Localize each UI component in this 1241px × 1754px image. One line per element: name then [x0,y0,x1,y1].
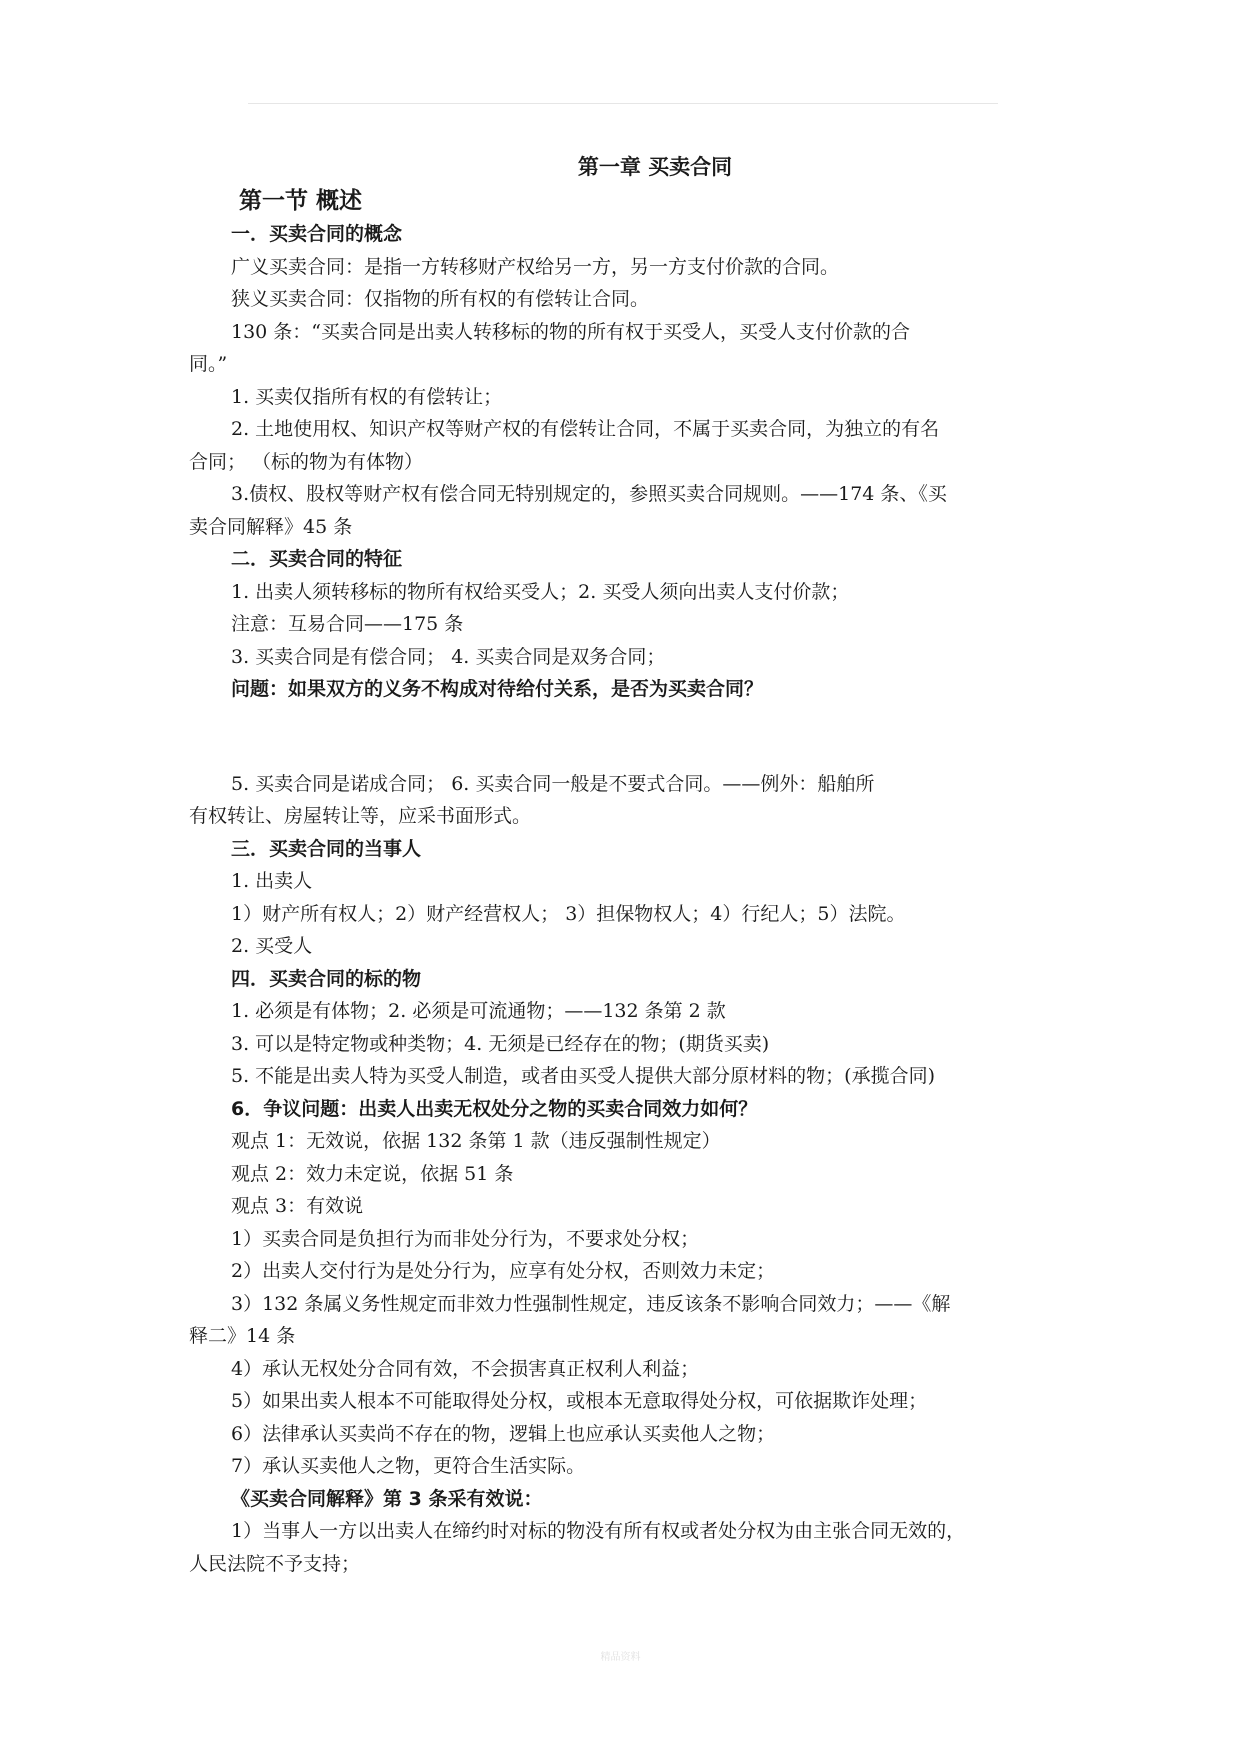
text-line: 释二》14 条 [189,1325,296,1347]
text-line: 1. 必须是有体物；2. 必须是可流通物；——132 条第 2 款 [231,1000,726,1022]
paragraph-list [189,218,1059,1580]
text-line: 2. 土地使用权、知识产权等财产权的有偿转让合同，不属于买卖合同，为独立的有名 [231,418,940,440]
text-line: 5）如果出卖人根本不可能取得处分权，或根本无意取得处分权，可依据欺诈处理； [231,1390,928,1412]
text-line: 2. 买受人 [231,935,313,957]
text-line: 1）买卖合同是负担行为而非处分行为，不要求处分权； [231,1227,700,1250]
text-line: 3）132 条属义务性规定而非效力性强制性规定，违反该条不影响合同效力；——《解 [231,1292,951,1315]
section-title: 第一节 概述 [239,188,363,214]
heading-line: 问题：如果双方的义务不构成对待给付关系，是否为买卖合同？ [231,678,764,700]
text-line: 3. 可以是特定物或种类物；4. 无须是已经存在的物；(期货买卖) [231,1032,770,1055]
text-line: 合同； （标的物为有体物） [189,450,424,473]
text-line: 1. 买卖仅指所有权的有偿转让； [231,385,503,408]
heading-line: 一．买卖合同的概念 [231,223,403,245]
text-line: 3.债权、股权等财产权有偿合同无特别规定的，参照买卖合同规则。——174 条、《买 [231,483,947,505]
text-line: 观点 2：效力未定说，依据 51 条 [231,1162,514,1185]
text-line: 3. 买卖合同是有偿合同； 4. 买卖合同是双务合同； [231,645,666,668]
text-line: 5. 买卖合同是诺成合同； 6. 买卖合同一般是不要式合同。——例外：船舶所 [231,772,875,795]
heading-line: 四．买卖合同的标的物 [231,967,422,990]
text-line: 卖合同解释》45 条 [189,515,353,538]
text-line: 6）法律承认买卖尚不存在的物，逻辑上也应承认买卖他人之物； [231,1422,776,1445]
text-line: 1. 出卖人须转移标的物所有权给买受人；2. 买受人须向出卖人支付价款； [231,580,850,603]
heading-line: 三．买卖合同的当事人 [231,837,422,860]
text-line: 7）承认买卖他人之物，更符合生活实际。 [231,1455,586,1477]
text-line: 同。” [189,353,228,375]
text-line: 130 条：“买卖合同是出卖人转移标的物的所有权于买受人，买受人支付价款的合 [231,320,911,343]
text-line: 广义买卖合同：是指一方转移财产权给另一方，另一方支付价款的合同。 [231,255,840,278]
text-line: 5. 不能是出卖人特为买受人制造，或者由买受人提供大部分原材料的物；(承揽合同) [231,1065,935,1087]
heading-line: 二．买卖合同的特征 [231,548,403,570]
text-line: 有权转让、房屋转让等，应采书面形式。 [189,805,532,827]
blank-space [189,706,1059,768]
header-divider [248,103,998,104]
footer-watermark: 精品资料 [600,1652,641,1663]
text-line: 观点 1：无效说，依据 132 条第 1 款（违反强制性规定） [231,1130,721,1152]
chapter-title: 第一章 买卖合同 [577,155,733,179]
text-line: 观点 3：有效说 [231,1195,364,1217]
text-line: 2）出卖人交付行为是处分行为，应享有处分权，否则效力未定； [231,1260,776,1282]
text-line: 1. 出卖人 [231,870,313,892]
document-body [189,150,1059,1580]
text-line: 1）当事人一方以出卖人在缔约时对标的物没有所有权或者处分权为由主张合同无效的， [231,1520,966,1542]
text-line: 狭义买卖合同：仅指物的所有权的有偿转让合同。 [231,288,650,310]
heading-line: 《买卖合同解释》第 3 条采有效说： [231,1487,543,1510]
text-line: 1）财产所有权人；2）财产经营权人； 3）担保物权人；4）行纪人；5）法院。 [231,902,906,925]
text-line: 人民法院不予支持； [189,1552,361,1575]
text-line: 注意：互易合同——175 条 [231,613,464,635]
text-line: 4）承认无权处分合同有效，不会损害真正权利人利益； [231,1357,700,1380]
heading-line: 6．争议问题：出卖人出卖无权处分之物的买卖合同效力如何？ [231,1097,758,1120]
